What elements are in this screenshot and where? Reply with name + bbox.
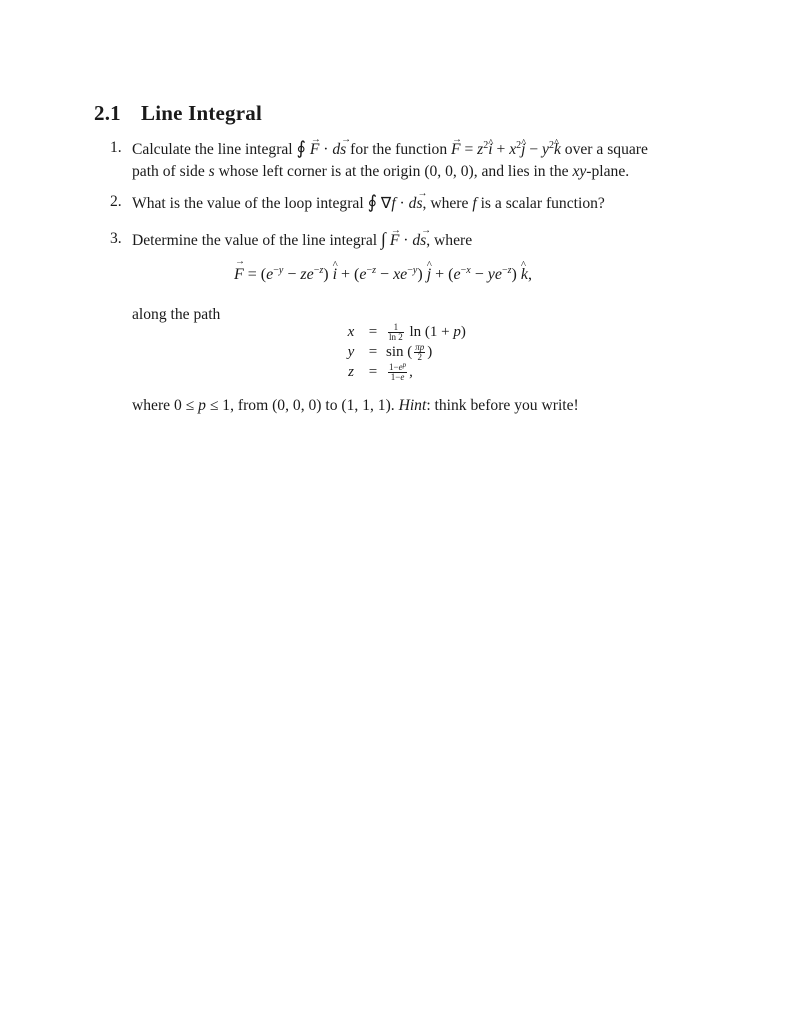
closed-line-integral-formula: ∮ → F · d→ s: [297, 141, 347, 158]
gradient-loop-integral-formula: ∮ ∇f · d→ s: [368, 195, 423, 212]
path-x-equation: x = $\frac{1}{\ln 2}$ ln (1 + p): [347, 322, 466, 343]
vector-field-formula: → $F = z^2\^{}$ $i + x^2\^{}$ $j - y^2\^{}$ k: [451, 141, 561, 158]
problem-3-label: 3.: [110, 230, 122, 247]
vector-field-display-equation: → $F = (e^{-y} - ze^{-z})$ ^ $i + (e^{-z} - xe^{-y})$ ^ $j + (e^{-x} - ye^{-z})$ ^ k,: [234, 266, 532, 284]
path-parametrization: [342, 322, 466, 382]
problem-3-body: Determine the value of the line integral ∫ → F · d→ s, where: [132, 228, 710, 252]
problem-2-body: What is the value of the loop integral ∮ ∇f · d→ s, where f is a scalar function?: [132, 191, 710, 215]
problem-1-line-2: path of side s whose left corner is at the origin (0, 0, 0), and lies in the xy-plane.: [132, 163, 630, 180]
problem-1-label: 1.: [110, 139, 122, 156]
problem-1: [110, 137, 710, 183]
hint-label: Hint: [398, 397, 427, 414]
problem-1-line-1: Calculate the line integral ∮ → F · d→ s for the function → $F = z^2\^{}$ $i + x^2\^{}$ $j - y^2\^{}$ k over a square: [132, 137, 710, 161]
path-z-equation: z = $\frac{1-e^p}{1-e}$ ,: [348, 361, 413, 383]
problem-3: [110, 228, 710, 252]
where-hint-text: where 0 ≤ p ≤ 1, from (0, 0, 0) to (1, 1, 1). Hint: think before you write!: [132, 397, 579, 414]
problem-1-body: [132, 137, 710, 183]
problem-2-label: 2.: [110, 193, 122, 210]
path-y-equation: y = sin ( $\frac{\pi p}{2}$ ): [347, 342, 433, 363]
problem-2: [110, 191, 710, 215]
section-heading: [94, 101, 262, 126]
section-number: 2.1: [94, 101, 121, 125]
line-integral-formula: ∫ → F · d→ s: [381, 232, 426, 249]
section-title: Line Integral: [141, 101, 263, 125]
along-the-path-text: along the path: [132, 306, 221, 323]
